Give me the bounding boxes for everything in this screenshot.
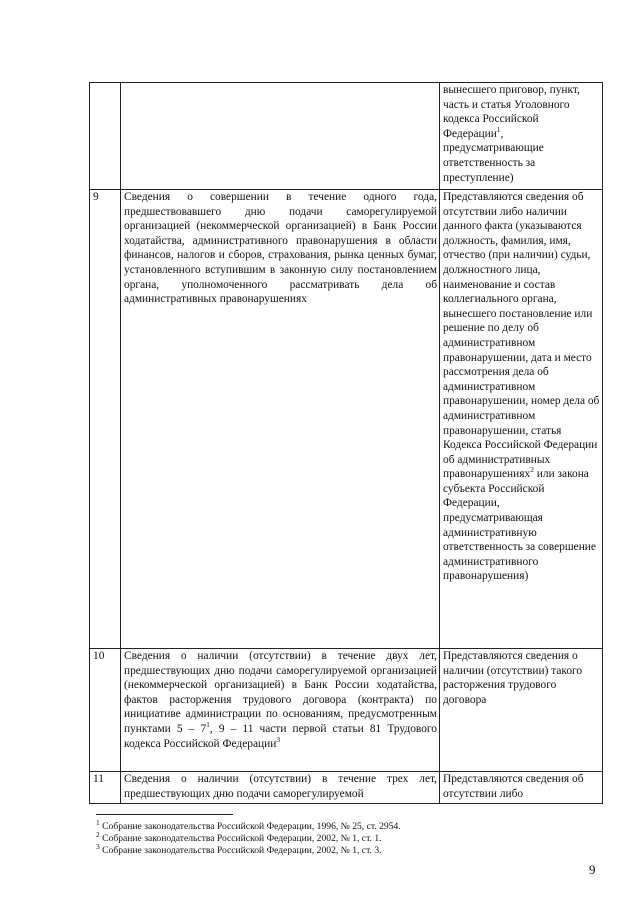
description-text: Сведения о наличии (отсутствии) в течение трех лет, предшествующих дню подачи саморегулируемой (124, 773, 437, 800)
requirement-text: , предусматривающие ответственность за преступление) (443, 127, 544, 184)
description-text: , 9 – 11 части первой статьи 81 Трудового кодекса Российской Федерации (124, 722, 437, 750)
description-cell (121, 772, 440, 804)
description-text: Сведения о совершении в течение одного года, предшествовавшего дню подачи саморегулируемой организацией (некоммерческой организацией) в Банк России ходатайства, административного правонарушения в области финансов, налогов и сборов, страхования, рынка ценных бумаг, установленного вступившим в законную силу постановлением органа, уполномоченного рассматривать дела об административных правонарушениях (124, 191, 437, 306)
row-number-cell: 9 (90, 190, 121, 649)
requirement-cell (440, 772, 603, 804)
footnote-text: Собрание законодательства Российской Федерации, 2002, № 1, ст. 1. (99, 832, 382, 844)
footnote (96, 829, 401, 845)
table-row (90, 772, 603, 804)
footnote-text: Собрание законодательства Российской Федерации, 1996, № 25, ст. 2954. (99, 821, 401, 832)
row-number-cell (90, 83, 121, 190)
page-number: 9 (589, 862, 596, 877)
requirement-cell (440, 649, 603, 772)
requirement-text: или закона субъекта Российской Федерации, предусматривающая административную ответственность за совершение административного правонарушения) (443, 468, 596, 583)
footnote-mark: 1 (96, 817, 100, 827)
footnote-ref: 1 (206, 720, 210, 730)
footnote-ref: 2 (530, 465, 534, 475)
description-text: Сведения о наличии (отсутствии) в течение двух лет, предшествующих дню подачи саморегулируемой организацией (некоммерческой организацией) в Банк России ходатайства, фактов расторжения трудового договора (контракта) по инициативе администрации по основаниям, предусмотренным пунктами 5 – 7 (124, 650, 437, 735)
row-number-cell: 10 (90, 649, 121, 772)
description-cell (121, 190, 440, 649)
requirements-table (89, 82, 603, 804)
description-cell (121, 649, 440, 772)
footnote-ref: 1 (496, 124, 501, 134)
footnotes (96, 817, 401, 856)
footnote (96, 841, 401, 857)
footnote-separator (96, 814, 233, 815)
requirement-cell (440, 83, 603, 190)
footnote-mark: 2 (96, 829, 100, 839)
table-row (90, 83, 603, 190)
footnote-text: Собрание законодательства Российской Федерации, 2002, № 1, ст. 3. (99, 844, 382, 856)
table-row (90, 649, 603, 772)
footnote-mark: 3 (96, 841, 100, 851)
footnote-ref: 3 (276, 734, 281, 744)
requirement-text: Представляются сведения об отсутствии либо наличии данного факта (указываются должность, фамилия, имя, отчество (при наличии) судьи, должностного лица, наименование и состав коллегиального органа, вынесшего постановление или решение по делу об административном правонарушении, дата и место рассмотрения дела об административном правонарушении, номер дела об административном правонарушении, статья Кодекса Российской Федерации об административных правонарушениях (443, 191, 600, 481)
requirement-text: Представляются сведения об отсутствии либо (443, 773, 584, 800)
footnote (96, 817, 401, 833)
requirement-text: вынесшего приговор, пункт, часть и статья Уголовного кодекса Российской Федерации (443, 84, 580, 140)
requirement-text: Представляются сведения о наличии (отсутствии) такого расторжения трудового договора (443, 650, 583, 706)
requirement-cell (440, 190, 603, 649)
row-number-cell: 11 (90, 772, 121, 804)
description-cell (121, 83, 440, 190)
table-row (90, 190, 603, 649)
